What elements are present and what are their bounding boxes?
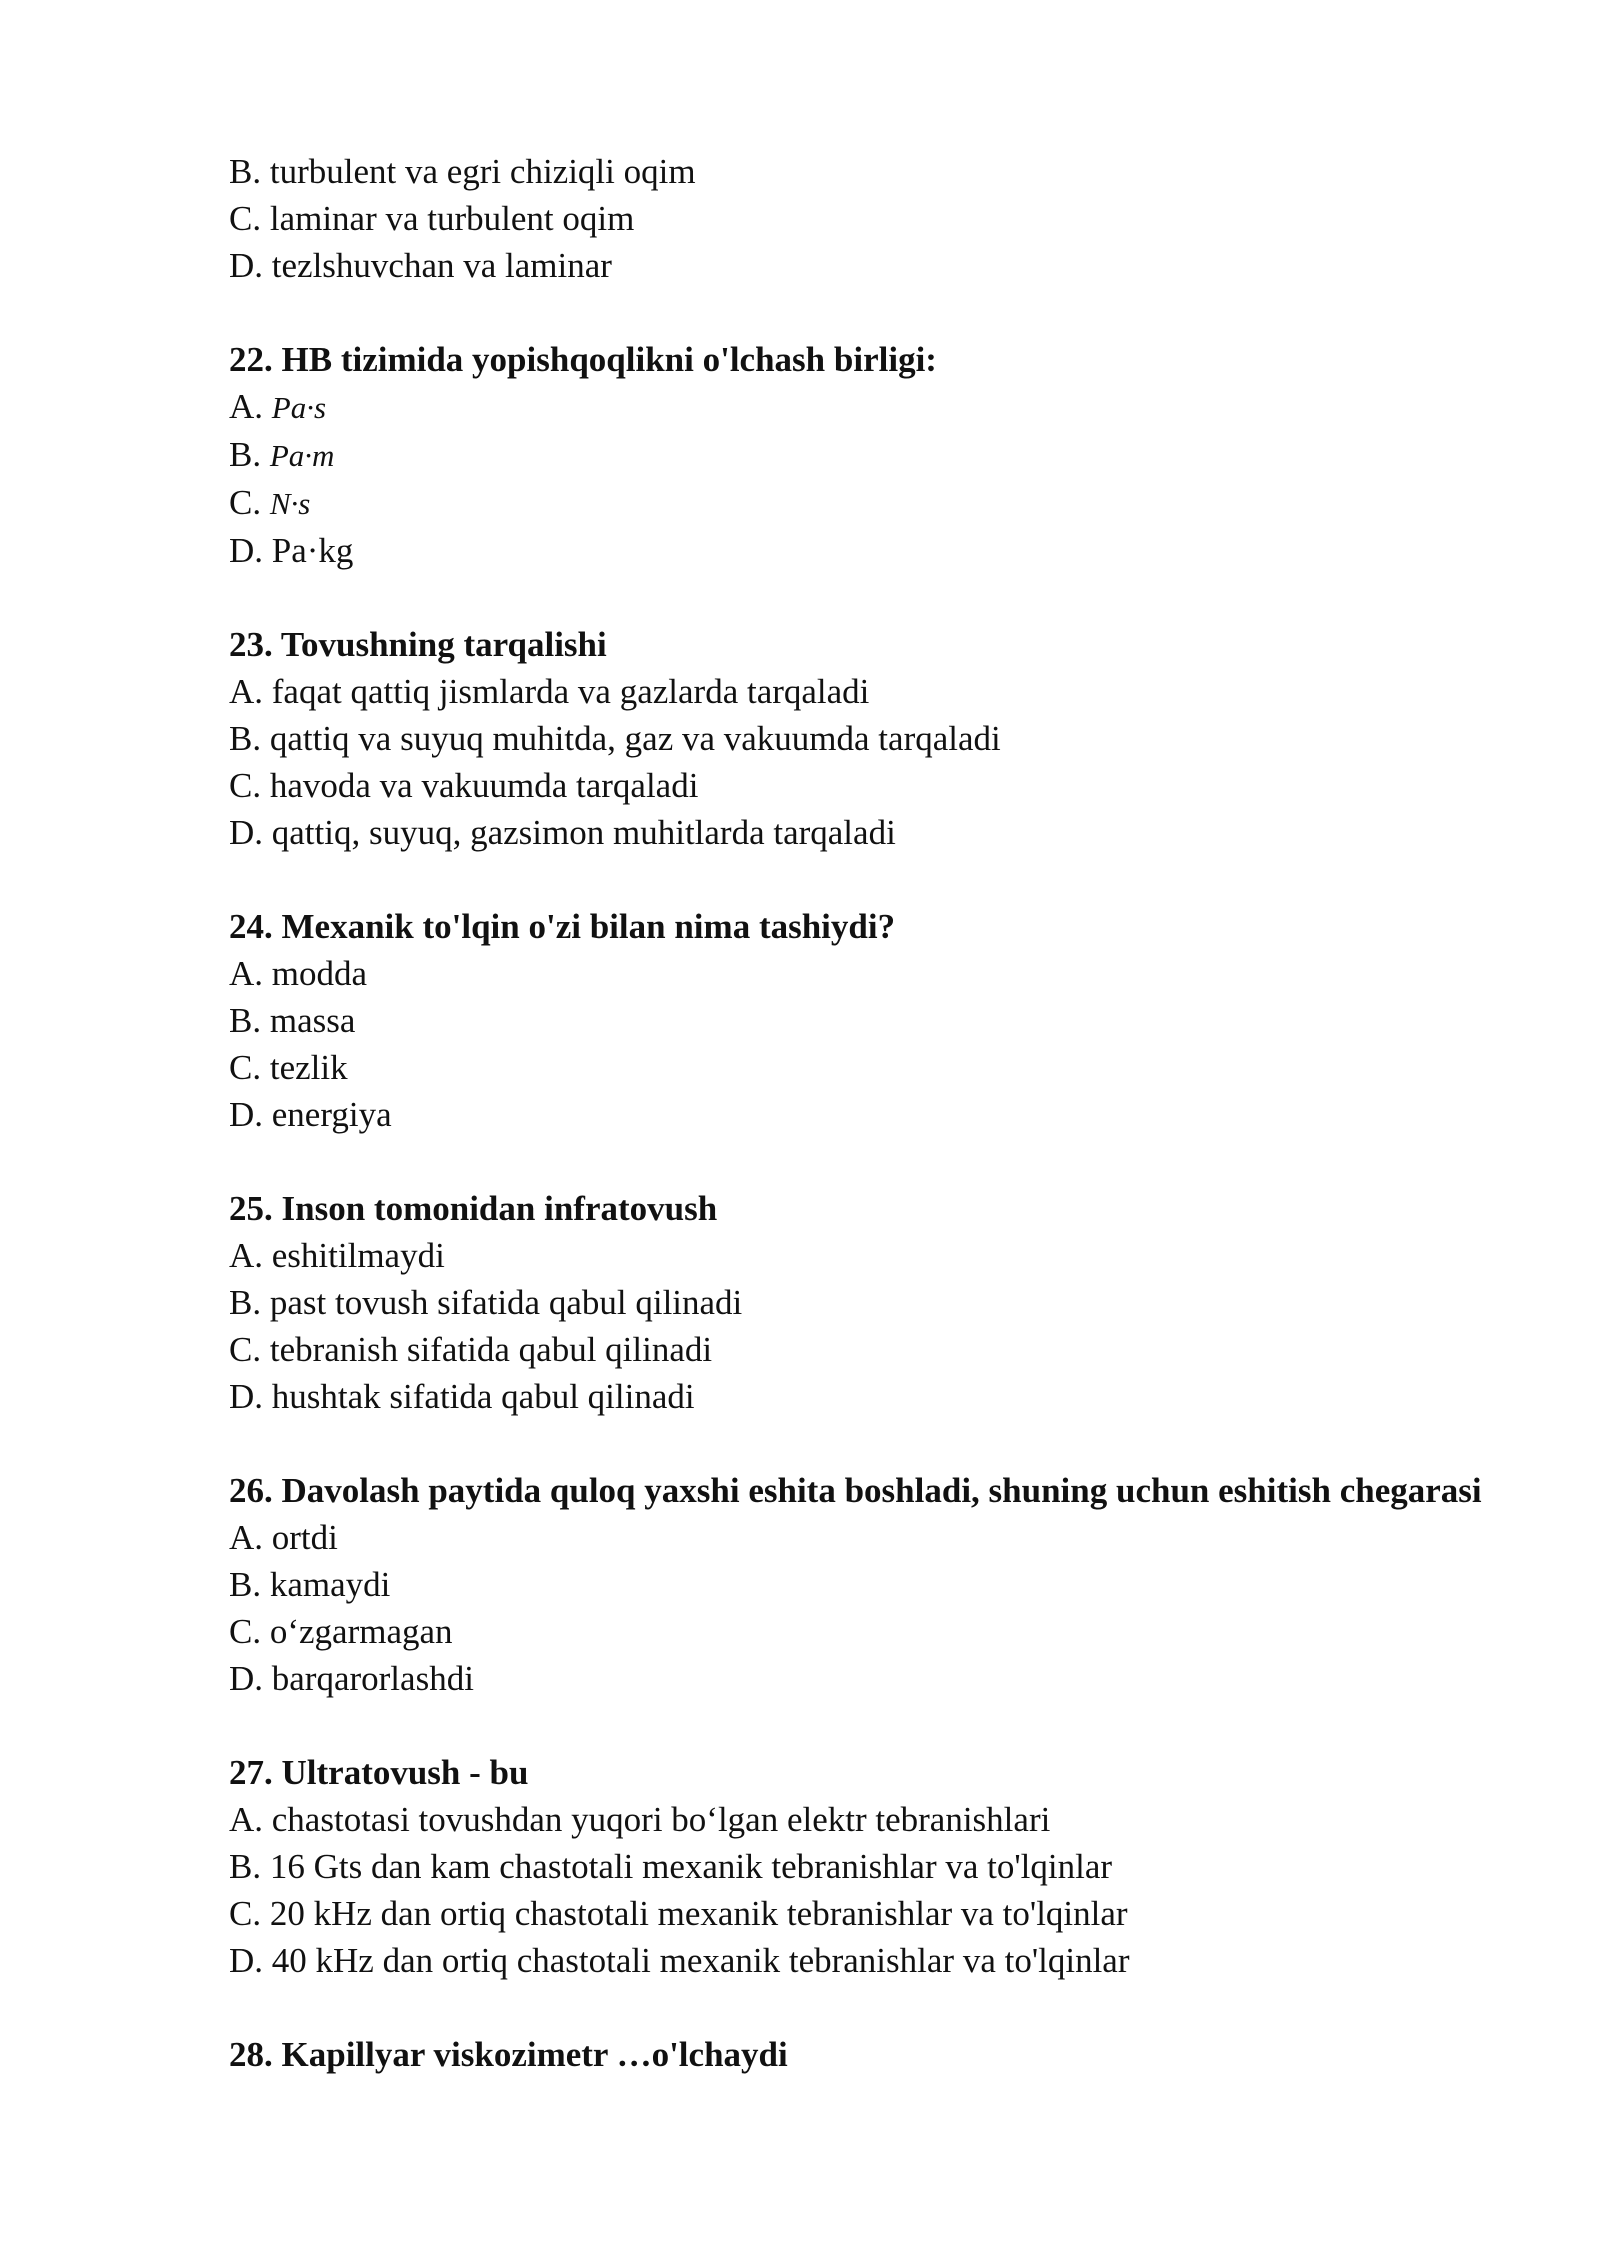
option-a: A. chastotasi tovushdan yuqori bo‘lgan elektr tebranishlari (229, 1800, 1051, 1839)
previous-question-options (229, 148, 1489, 289)
question-26-title: 26. Davolash paytida quloq yaxshi eshita boshladi, shuning uchun eshitish chegarasi (229, 1471, 1482, 1510)
question-24-title: 24. Mexanik to'lqin o'zi bilan nima tashiydi? (229, 907, 896, 946)
option-b: B. qattiq va suyuq muhitda, gaz va vakuumda tarqaladi (229, 719, 1001, 758)
option-d: D. 40 kHz dan ortiq chastotali mexanik tebranishlar va to'lqinlar (229, 1941, 1130, 1980)
option-letter: B. (229, 435, 262, 474)
option-d (229, 527, 1489, 574)
option-c: C. havoda va vakuumda tarqaladi (229, 766, 699, 805)
option-d: D. barqarorlashdi (229, 1659, 474, 1698)
option-c: C. o‘zgarmagan (229, 1612, 453, 1651)
question-24 (229, 903, 1489, 1138)
option-a: A. eshitilmaydi (229, 1236, 445, 1275)
option-d: D. qattiq, suyuq, gazsimon muhitlarda tarqaladi (229, 813, 896, 852)
option-c (229, 479, 1489, 527)
option-d: D. hushtak sifatida qabul qilinadi (229, 1377, 695, 1416)
question-23-title: 23. Tovushning tarqalishi (229, 625, 607, 664)
question-25-title: 25. Inson tomonidan infratovush (229, 1189, 718, 1228)
option-letter: D. (229, 531, 264, 570)
question-26 (229, 1467, 1489, 1702)
question-22-title: 22. HB tizimida yopishqoqlikni o'lchash birligi: (229, 340, 937, 379)
option-c: C. 20 kHz dan ortiq chastotali mexanik tebranishlar va to'lqinlar (229, 1894, 1128, 1933)
question-22 (229, 336, 1489, 574)
option-b: B. massa (229, 1001, 356, 1040)
option-b: B. 16 Gts dan kam chastotali mexanik tebranishlar va to'lqinlar (229, 1847, 1113, 1886)
option-d: D. energiya (229, 1095, 392, 1134)
math-unit: N·s (269, 486, 311, 521)
option-b: B. kamaydi (229, 1565, 391, 1604)
option-c: C. tebranish sifatida qabul qilinadi (229, 1330, 713, 1369)
option-a: A. modda (229, 954, 368, 993)
option-b: B. turbulent va egri chiziqli oqim (229, 152, 696, 191)
math-unit: Pa·m (269, 438, 335, 473)
question-25 (229, 1185, 1489, 1420)
question-28 (229, 2031, 1489, 2078)
question-27 (229, 1749, 1489, 1984)
question-28-title: 28. Kapillyar viskozimetr …o'lchaydi (229, 2035, 788, 2074)
document-page (229, 148, 1489, 2078)
question-27-title: 27. Ultratovush - bu (229, 1753, 529, 1792)
option-a: A. faqat qattiq jismlarda va gazlarda tarqaladi (229, 672, 870, 711)
option-c: C. laminar va turbulent oqim (229, 199, 635, 238)
option-d: D. tezlshuvchan va laminar (229, 246, 612, 285)
option-c: C. tezlik (229, 1048, 348, 1087)
unit-text: Pa·kg (271, 531, 354, 570)
math-unit: Pa·s (271, 390, 327, 425)
question-23 (229, 621, 1489, 856)
option-a: A. ortdi (229, 1518, 338, 1557)
option-letter: C. (229, 483, 262, 522)
option-b: B. past tovush sifatida qabul qilinadi (229, 1283, 743, 1322)
option-a (229, 383, 1489, 431)
option-b (229, 431, 1489, 479)
option-letter: A. (229, 387, 264, 426)
